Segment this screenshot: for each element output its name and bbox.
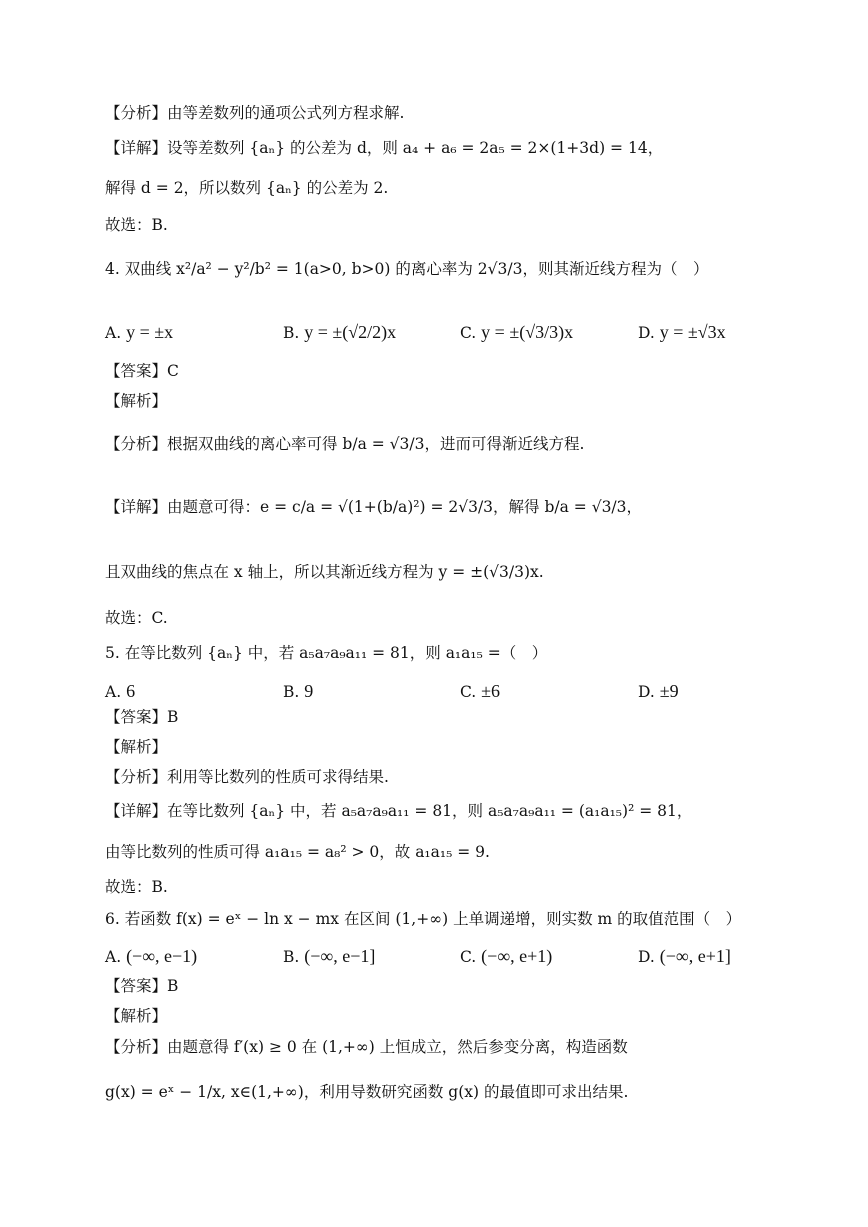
- option-label: D.: [638, 948, 655, 966]
- text-line: 【详解】设等差数列 {aₙ} 的公差为 d，则 a₄ + a₆ = 2a₅ = 2×(1+3d) = 14，: [105, 139, 664, 157]
- text-line: 解得 d = 2，所以数列 {aₙ} 的公差为 2.: [105, 179, 389, 197]
- option-text: (−∞, e+1): [481, 946, 553, 966]
- text-line: 【答案】B: [105, 977, 179, 995]
- text-line: 4. 双曲线 x²/a² − y²/b² = 1(a>0, b>0) 的离心率为 2√3/3，则其渐近线方程为（ ）: [105, 260, 709, 278]
- option-label: B.: [283, 948, 300, 966]
- option-text: ±6: [481, 681, 501, 701]
- option-label: C.: [460, 683, 477, 701]
- text-line: 【分析】由等差数列的通项公式列方程求解.: [105, 104, 405, 122]
- option-label: A.: [105, 324, 122, 342]
- option-text: (−∞, e−1): [126, 946, 198, 966]
- option-text: y = ±√3x: [659, 322, 726, 342]
- text-line: 5. 在等比数列 {aₙ} 中，若 a₅a₇a₉a₁₁ = 81，则 a₁a₁₅ =（ ）: [105, 644, 548, 662]
- answer-option: [460, 946, 552, 967]
- text-line: 【详解】在等比数列 {aₙ} 中，若 a₅a₇a₉a₁₁ = 81，则 a₅a₇a₉a₁₁ = (a₁a₁₅)² = 81，: [105, 802, 693, 820]
- option-label: C.: [460, 948, 477, 966]
- option-text: 6: [126, 681, 136, 701]
- option-text: y = ±(√2/2)x: [304, 322, 397, 342]
- option-label: B.: [283, 324, 300, 342]
- answer-option: [105, 322, 173, 343]
- text-line: 6. 若函数 f(x) = eˣ − ln x − mx 在区间 (1,+∞) 上单调递增，则实数 m 的取值范围（ ）: [105, 910, 742, 928]
- option-label: A.: [105, 683, 122, 701]
- option-label: B.: [283, 683, 300, 701]
- option-text: 9: [304, 681, 314, 701]
- option-label: D.: [638, 683, 655, 701]
- text-line: 故选：B.: [105, 216, 168, 234]
- text-line: 【解析】: [105, 738, 168, 756]
- text-line: 【详解】由题意可得：e = c/a = √(1+(b/a)²) = 2√3/3，解得 b/a = √3/3，: [105, 498, 643, 516]
- text-line: 【分析】利用等比数列的性质可求得结果.: [105, 768, 389, 786]
- text-line: 故选：B.: [105, 878, 168, 896]
- option-label: C.: [460, 324, 477, 342]
- answer-option: [460, 681, 500, 702]
- text-line: 故选：C.: [105, 609, 168, 627]
- option-label: D.: [638, 324, 655, 342]
- option-text: ±9: [659, 681, 679, 701]
- answer-option: [638, 946, 731, 967]
- text-line: 【答案】C: [105, 362, 179, 380]
- text-line: 且双曲线的焦点在 x 轴上，所以其渐近线方程为 y = ±(√3/3)x.: [105, 563, 544, 581]
- text-line: 【解析】: [105, 392, 168, 410]
- option-text: (−∞, e+1]: [659, 946, 731, 966]
- text-line: 【分析】由题意得 f′(x) ≥ 0 在 (1,+∞) 上恒成立，然后参变分离，构造函数: [105, 1038, 628, 1056]
- answer-option: [283, 322, 396, 343]
- answer-option: [283, 946, 375, 967]
- answer-option: [105, 681, 135, 702]
- option-label: A.: [105, 948, 122, 966]
- text-line: 【答案】B: [105, 708, 179, 726]
- option-text: (−∞, e−1]: [304, 946, 376, 966]
- answer-option: [283, 681, 313, 702]
- answer-option: [460, 322, 573, 343]
- text-line: 【解析】: [105, 1007, 168, 1025]
- text-line: 由等比数列的性质可得 a₁a₁₅ = a₈² > 0，故 a₁a₁₅ = 9.: [105, 843, 490, 861]
- option-text: y = ±x: [126, 322, 174, 342]
- answer-option: [638, 681, 679, 702]
- option-text: y = ±(√3/3)x: [481, 322, 574, 342]
- text-line: g(x) = eˣ − 1/x, x∈(1,+∞)，利用导数研究函数 g(x) 的最值即可求出结果.: [105, 1083, 629, 1101]
- answer-option: [638, 322, 726, 343]
- text-line: 【分析】根据双曲线的离心率可得 b/a = √3/3，进而可得渐近线方程.: [105, 435, 585, 453]
- answer-option: [105, 946, 197, 967]
